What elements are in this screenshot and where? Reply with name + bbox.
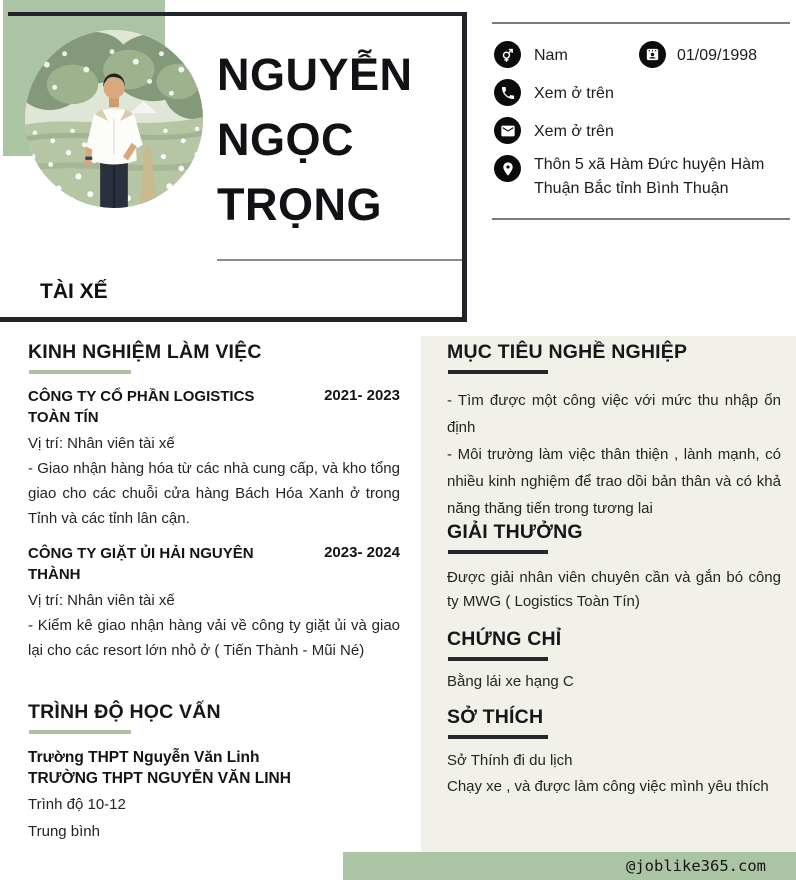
job-company: CÔNG TY GIẶT ỦI HẢI NGUYÊN THÀNH [28, 545, 254, 583]
name-line-3: TRỌNG [217, 179, 382, 230]
profile-photo [25, 30, 203, 208]
experience-heading-underline [29, 370, 131, 374]
section-objective [447, 340, 781, 522]
email-value: Xem ở trên [534, 123, 614, 140]
job-entry [28, 543, 400, 663]
job-period: 2021- 2023 [324, 387, 400, 404]
education-grade: Trung bình [28, 823, 100, 840]
location-icon [494, 155, 521, 182]
address-value: Thôn 5 xã Hàm Đức huyện Hàm Thuận Bắc tỉnh Bình Thuận [534, 156, 765, 197]
profile-photo-illustration [25, 30, 203, 208]
education-heading: TRÌNH ĐỘ HỌC VẤN [28, 701, 221, 723]
phone-value: Xem ở trên [534, 85, 614, 102]
experience-heading: KINH NGHIỆM LÀM VIỆC [28, 341, 262, 363]
objective-heading-underline [448, 370, 548, 374]
gender-icon [494, 41, 521, 68]
section-certificates [447, 627, 781, 692]
name-line-1: NGUYỄN [217, 49, 413, 100]
contact-divider-bottom [492, 218, 790, 220]
education-heading-underline [29, 730, 131, 734]
id-card-icon [639, 41, 666, 68]
contact-divider-top [492, 22, 790, 24]
certificates-heading: CHỨNG CHỈ [447, 628, 562, 650]
awards-heading-underline [448, 550, 548, 554]
school-name: Trường THPT Nguyễn Văn Linh [28, 749, 260, 766]
hobbies-heading-underline [448, 735, 548, 739]
objective-text-2: - Môi trường làm việc thân thiện , lành mạnh, có nhiều kinh nghiệm để trao dồi bản thân và có khả năng thăng tiến trong tương lai [447, 446, 781, 517]
job-position: Vị trí: Nhân viên tài xế [28, 435, 175, 452]
objective-heading: MỤC TIÊU NGHỀ NGHIỆP [447, 341, 688, 363]
section-hobbies [447, 705, 781, 797]
job-description: - Kiểm kê giao nhận hàng vải về công ty giặt ủi và giao lại cho các resort lớn nhỏ ở ( Tiến Thành - Mũi Né) [28, 617, 400, 659]
job-description: - Giao nhận hàng hóa từ các nhà cung cấp, và kho tổng giao cho các chuỗi cửa hàng Bách Hóa Xanh ở trong Tỉnh và các tỉnh lân cận. [28, 460, 400, 527]
awards-text: Được giải nhân viên chuyên cần và gắn bó công ty MWG ( Logistics Toàn Tín) [447, 569, 781, 610]
certificates-text: Bằng lái xe hạng C [447, 673, 574, 690]
candidate-name [217, 42, 467, 237]
section-awards [447, 520, 781, 614]
job-title: TÀI XẾ [40, 280, 108, 303]
education-level: Trình độ 10-12 [28, 796, 126, 813]
section-education [28, 700, 400, 841]
job-position: Vị trí: Nhân viên tài xế [28, 592, 175, 609]
section-experience [28, 340, 400, 663]
phone-icon [494, 79, 521, 106]
footer-bar [343, 852, 796, 880]
footer-website: @joblike365.com [626, 857, 766, 875]
name-divider [217, 259, 462, 261]
job-period: 2023- 2024 [324, 544, 400, 561]
school-name-uppercase: TRƯỜNG THPT NGUYỄN VĂN LINH [28, 770, 291, 787]
gender-value: Nam [534, 47, 568, 64]
hobby-item-2: Chạy xe , và được làm công việc mình yêu thích [447, 778, 769, 795]
certificates-heading-underline [448, 657, 548, 661]
birthday-value: 01/09/1998 [677, 47, 758, 64]
email-icon [494, 117, 521, 144]
hobbies-heading: SỞ THÍCH [447, 706, 544, 728]
header-box-border-top [8, 12, 467, 16]
awards-heading: GIẢI THƯỞNG [447, 521, 583, 543]
hobby-item-1: Sở Thính đi du lịch [447, 752, 573, 769]
header-box-border-bottom [0, 317, 467, 322]
objective-text-1: - Tìm được một công việc với mức thu nhập ổn định [447, 392, 781, 436]
job-entry [28, 386, 400, 531]
name-line-2: NGỌC [217, 114, 354, 165]
job-company: CÔNG TY CỔ PHẦN LOGISTICS TOÀN TÍN [28, 388, 255, 426]
